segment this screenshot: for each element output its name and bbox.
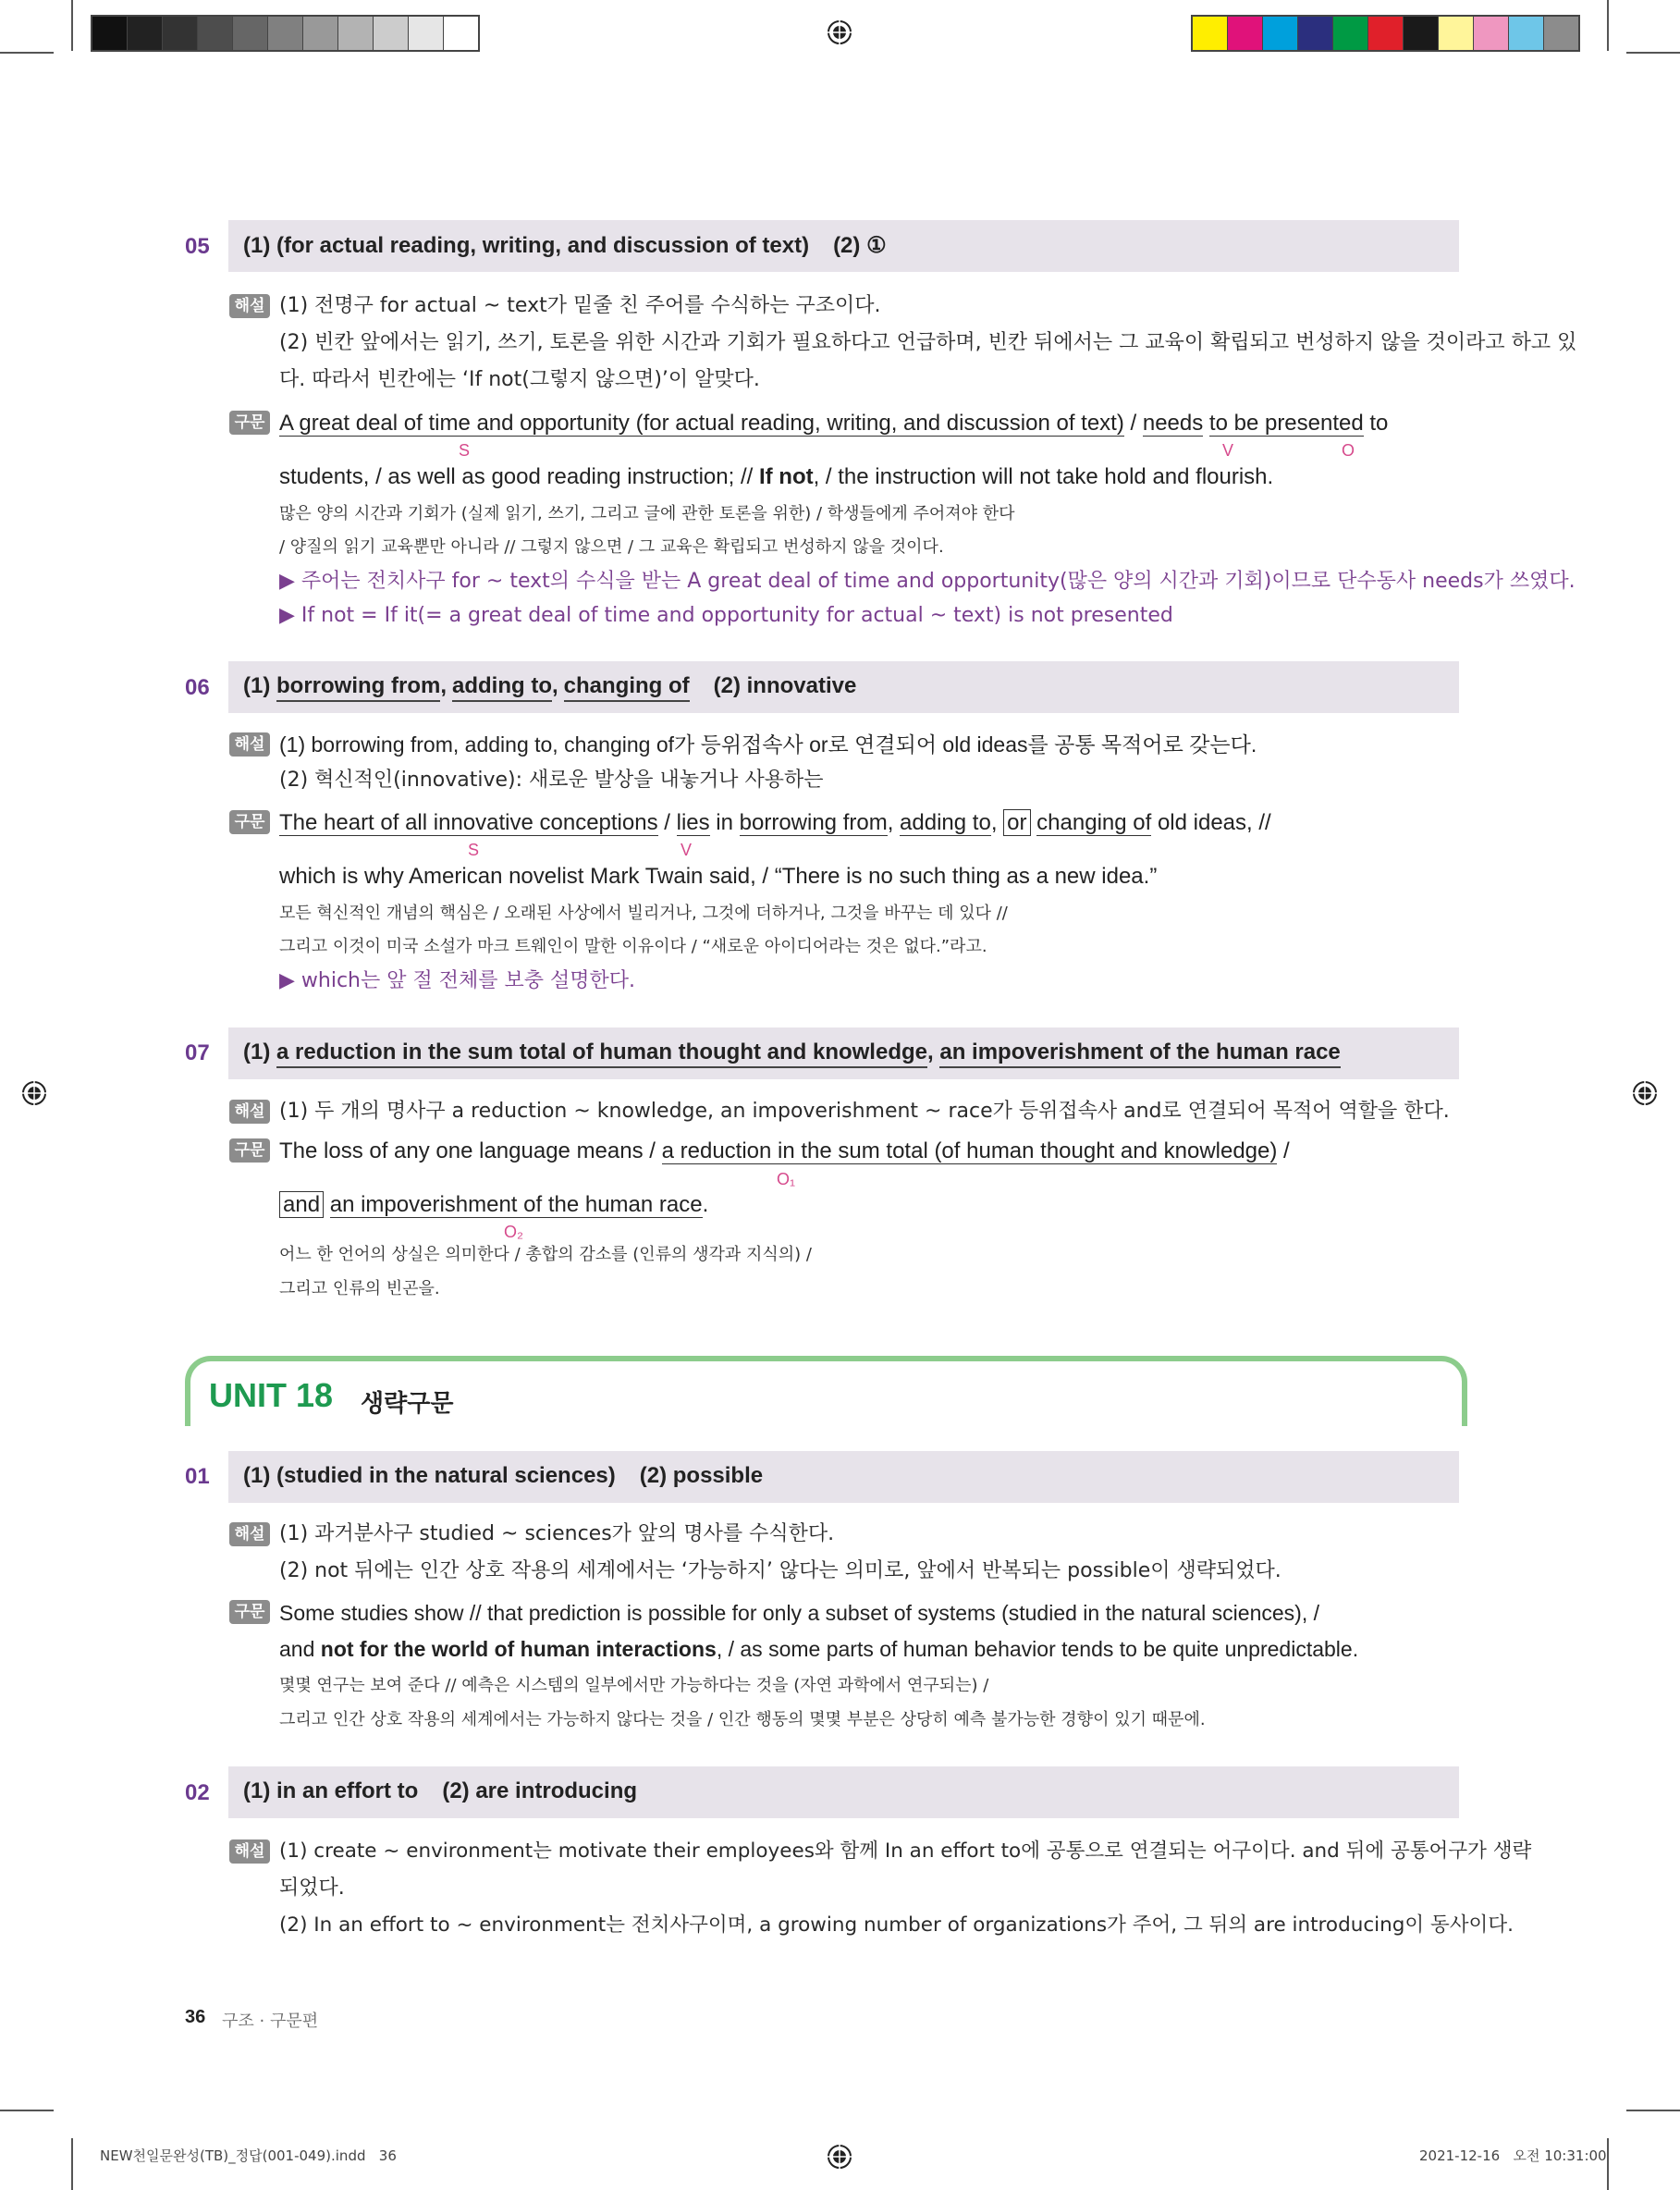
object-phrase: to be presented [1208,411,1364,436]
crop-mark [1607,0,1609,51]
color-swatch [303,17,338,50]
answer-prefix: (1) [243,1040,276,1064]
color-swatch [1368,17,1404,50]
subject-phrase: A great deal of time and opportunity (for actual reading, writing, and discussion of text) [279,411,1124,436]
sentence-text: and [279,1637,321,1661]
conjunction-box: or [1003,809,1030,836]
color-swatch [1228,17,1263,50]
unit-title: UNIT 18 [209,1376,334,1414]
gray-color-bar [91,15,480,52]
translation-line: 많은 양의 시간과 기회가 (실제 읽기, 쓰기, 그리고 글에 관한 토론을 위한) / 학생들에게 주어져야 한다 [279,504,1015,523]
subject-mark: S [459,441,471,460]
explanation-line: (2) 혁신적인(innovative): 새로운 발상을 내놓거나 사용하는 [279,769,824,792]
question-number: 07 [185,1040,210,1065]
page-number: 36 [185,2007,206,2027]
translation-line: 모든 혁신적인 개념의 핵심은 / 오래된 사상에서 빌리거나, 그것에 더하거나, 그것을 바꾸는 데 있다 // [279,904,1008,923]
sentence-text: to [1363,411,1389,436]
explanation-line: (2) not 뒤에는 인간 상호 작용의 세계에서는 ‘가능하지’ 않다는 의미로, 앞에서 반복되는 possible이 생략되었다. [279,1559,1281,1582]
sentence-text: The loss of any one language means / [279,1138,662,1163]
color-swatch [1193,17,1228,50]
gerund-phrase: borrowing from [739,810,888,835]
color-swatch [198,17,233,50]
crop-mark [1607,2138,1609,2190]
registration-mark-icon [826,2143,853,2171]
color-swatch [1509,17,1544,50]
object-mark: O [1342,441,1355,460]
sentence-text: / [1277,1138,1290,1163]
answer-phrase: an impoverishment of the human race [939,1040,1340,1068]
color-swatch [163,17,198,50]
answer-phrase: borrowing from [276,673,440,702]
answer-1: (1) in an effort to [243,1778,419,1803]
verb-phrase: lies [676,810,710,835]
crop-mark [71,2138,73,2190]
question-number: 05 [185,234,210,259]
gerund-phrase: changing of [1036,810,1152,835]
answer-1: (1) (for actual reading, writing, and discussion of text) [243,233,810,258]
sentence-text: students, / as well as good reading instruction; // [279,464,759,489]
explanation-tag: 해설 [229,732,270,757]
color-swatch [92,17,128,50]
comma: , [990,810,998,835]
syntax-sentence [279,809,1271,837]
registration-mark-icon [1631,1079,1659,1107]
translation-line: 그리고 인간 상호 작용의 세계에서는 가능하지 않다는 것을 / 인간 행동의 몇몇 부분은 상당히 예측 불가능한 경향이 있기 때문에. [279,1710,1206,1729]
comma: , [927,1040,940,1064]
syntax-sentence [279,1138,1290,1165]
note-line: ▶ If not = If it(= a great deal of time and opportunity for actual ~ text) is not presented [279,604,1173,627]
separator: / [1123,411,1143,436]
crop-mark [71,0,73,51]
explanation-line: (1) create ~ environment는 motivate their employees와 함께 In an effort to에 공통으로 연결되는 어구이다. and 뒤에 공통어구가 생략 [279,1839,1532,1863]
explanation-line: (1) borrowing from, adding to, changing of가 등위접속사 or로 연결되어 old ideas를 공통 목적어로 갖는다. [279,732,1257,757]
question-number: 01 [185,1464,210,1489]
object-phrase: a reduction in the sum total (of human thought and knowledge) [661,1138,1278,1163]
syntax-sentence: which is why American novelist Mark Twain said, / “There is no such thing as a new idea.” [279,864,1158,889]
crop-mark [1626,2110,1680,2111]
translation-line: 그리고 이것이 미국 소설가 마크 트웨인이 말한 이유이다 / “새로운 아이디어라는 것은 없다.”라고. [279,937,987,956]
unit-subtitle: 생략구문 [361,1390,454,1418]
subject-mark: S [468,841,480,859]
syntax-sentence: Some studies show // that prediction is possible for only a subset of systems (studied in the natural sciences), / [279,1601,1319,1625]
bold-phrase: not for the world of human interactions [320,1637,717,1661]
answer-bar [228,661,1459,713]
question-number: 02 [185,1780,210,1805]
explanation-line: (1) 두 개의 명사구 a reduction ~ knowledge, an impoverishment ~ race가 등위접속사 and로 연결되어 목적어 역할을 한다. [279,1100,1450,1123]
explanation-line: 되었다. [279,1876,345,1900]
explanation-tag: 해설 [229,1100,270,1124]
crop-mark [1626,52,1680,54]
explanation-tag: 해설 [229,294,270,318]
answer-bar [228,1027,1459,1079]
syntax-sentence [279,463,1273,491]
color-swatch [233,17,268,50]
color-swatch [1333,17,1368,50]
crop-mark [0,52,54,54]
answer-phrase: a reduction in the sum total of human thought and knowledge [276,1040,927,1068]
syntax-sentence [279,1191,708,1219]
answer-2: (2) ① [833,233,887,258]
sentence-text: , / as some parts of human behavior tends to be quite unpredictable. [716,1637,1359,1661]
color-swatch [128,17,163,50]
color-swatch [1298,17,1333,50]
object-mark: O₂ [504,1223,523,1241]
answer-1: (1) (studied in the natural sciences) [243,1463,616,1488]
verb-mark: V [1222,441,1234,460]
explanation-line: (2) In an effort to ~ environment는 전치사구이며, a growing number of organizations가 주어, 그 뒤의 are introducing이 동사이다. [279,1913,1514,1937]
answer-phrase: changing of [564,673,690,702]
slug-file-info: NEW천일문완성(TB)_정답(001-049).indd 36 [100,2147,397,2164]
syntax-sentence [279,1635,1358,1663]
answer-bar [228,1766,1459,1818]
syntax-tag: 구문 [229,1600,270,1624]
sentence-text: , / the instruction will not take hold and flourish. [813,464,1274,489]
answer-2: (2) innovative [713,673,857,698]
question-number: 06 [185,675,210,700]
bold-phrase: If not [758,464,814,489]
answer-phrase: adding to [452,673,552,702]
explanation-line: (1) 전명구 for actual ~ text가 밑줄 친 주어를 수식하는 구조이다. [279,294,881,317]
note-line: ▶ 주어는 전치사구 for ~ text의 수식을 받는 A great deal of time and opportunity(많은 양의 시간과 기회)이므로 단수동사 needs가 쓰였다. [279,570,1576,593]
answer-2: (2) possible [639,1463,764,1488]
translation-line: / 양질의 읽기 교육뿐만 아니라 // 그렇지 않으면 / 그 교육은 확립되고 번성하지 않을 것이다. [279,537,944,557]
translation-line: 어느 한 언어의 상실은 의미한다 / 총합의 감소를 (인류의 생각과 지식의) / [279,1245,812,1264]
syntax-tag: 구문 [229,411,270,435]
answer-2: (2) are introducing [442,1778,638,1803]
verb-mark: V [681,841,693,859]
color-swatch [374,17,409,50]
explanation-tag: 해설 [229,1839,270,1864]
color-swatch [1263,17,1298,50]
gerund-phrase: adding to [900,810,991,835]
slug-date-info: 2021-12-16 오전 10:31:00 [1419,2147,1607,2164]
color-swatch [1544,17,1578,50]
explanation-line: (1) 과거분사구 studied ~ sciences가 앞의 명사를 수식한다. [279,1522,835,1545]
note-line: ▶ which는 앞 절 전체를 보충 설명한다. [279,969,635,992]
syntax-sentence [279,410,1388,437]
registration-mark-icon [20,1079,48,1107]
explanation-line: 다. 따라서 빈칸에는 ‘If not(그렇지 않으면)’이 알맞다. [279,368,760,391]
comma: , [551,673,558,698]
syntax-tag: 구문 [229,810,270,834]
answer-prefix: (1) [243,673,276,698]
color-swatch [1474,17,1509,50]
sentence-text: old ideas, // [1151,810,1271,835]
syntax-tag: 구문 [229,1138,270,1163]
color-swatch [338,17,374,50]
crop-mark [0,2110,54,2111]
conjunction-box: and [279,1191,324,1218]
color-swatch [409,17,444,50]
subject-phrase: The heart of all innovative conceptions [279,810,658,835]
comma: , [440,673,447,698]
translation-line: 그리고 인류의 빈곤을. [279,1279,440,1298]
comma: , [887,810,894,835]
answer-bar [228,1451,1459,1503]
explanation-line: (2) 빈칸 앞에서는 읽기, 쓰기, 토론을 위한 시간과 기회가 필요하다고 언급하며, 빈칸 뒤에서는 그 교육이 확립되고 번성하지 않을 것이라고 하고 있 [279,331,1577,354]
color-swatch [1404,17,1439,50]
object-mark: O₁ [777,1170,796,1188]
registration-mark-icon [826,18,853,46]
sentence-text: . [702,1192,709,1217]
separator: / [657,810,677,835]
answer-bar [228,220,1459,272]
section-label: 구조 · 구문편 [222,2012,319,2031]
sentence-text: in [709,810,740,835]
object-phrase: an impoverishment of the human race [329,1192,703,1217]
translation-line: 몇몇 연구는 보여 준다 // 예측은 시스템의 일부에서만 가능하다는 것을 (자연 과학에서 연구되는) / [279,1676,989,1695]
color-swatch [444,17,478,50]
process-color-bar [1191,15,1580,52]
color-swatch [268,17,303,50]
verb-phrase: needs [1142,411,1204,436]
color-swatch [1439,17,1474,50]
explanation-tag: 해설 [229,1522,270,1546]
